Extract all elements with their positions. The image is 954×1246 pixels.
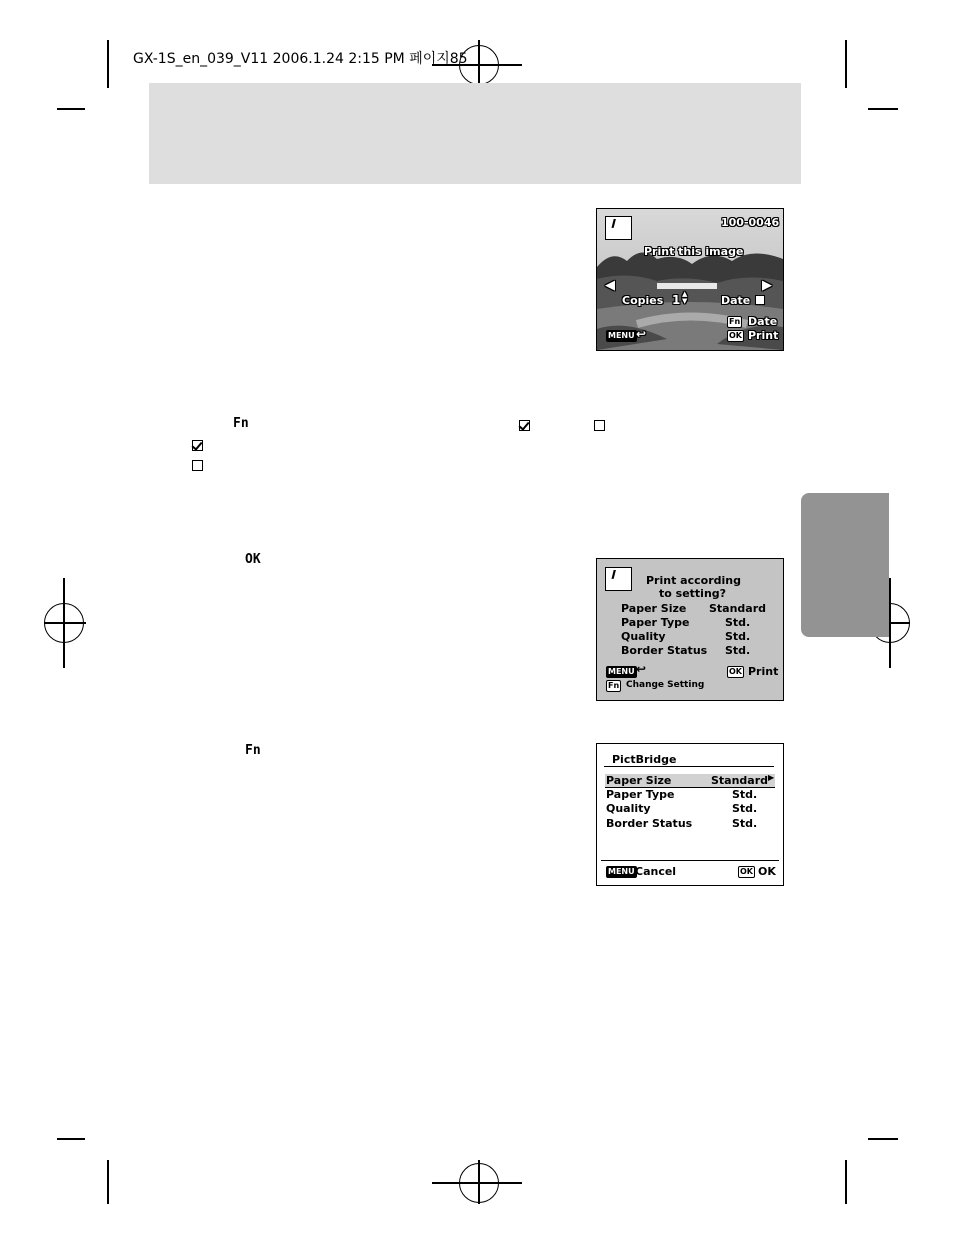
submenu-arrow-icon: ▶ bbox=[768, 773, 775, 782]
crop-mark bbox=[107, 40, 109, 88]
menu-item-label[interactable]: Quality bbox=[606, 802, 651, 815]
copies-value[interactable]: 1 bbox=[672, 293, 681, 307]
fn-key-icon: Fn bbox=[608, 681, 620, 690]
date-checkbox[interactable] bbox=[755, 295, 765, 305]
camera-screen-print-confirm bbox=[596, 558, 784, 701]
confirm-prompt-line1: Print according bbox=[646, 574, 741, 587]
date-label: Date bbox=[721, 294, 751, 307]
menu-item-label[interactable]: Paper Size bbox=[606, 774, 672, 787]
registration-circle bbox=[459, 1163, 499, 1203]
setting-label: Paper Type bbox=[621, 616, 690, 629]
crop-mark bbox=[845, 40, 847, 88]
back-arrow-icon: ↩ bbox=[636, 662, 647, 676]
crop-mark bbox=[107, 1160, 109, 1204]
setting-value: Std. bbox=[725, 630, 751, 643]
setting-value: Standard bbox=[709, 602, 767, 615]
crop-mark bbox=[868, 1138, 898, 1140]
menu-item-value[interactable]: Std. bbox=[732, 788, 758, 801]
previous-image-arrow-icon[interactable]: ◀ bbox=[605, 278, 615, 293]
menu-item-label[interactable]: Border Status bbox=[606, 817, 693, 830]
title-underline bbox=[604, 766, 774, 767]
menu-item-label[interactable]: Paper Type bbox=[606, 788, 675, 801]
camera-screen-pictbridge-menu bbox=[596, 743, 784, 886]
menu-item-value[interactable]: Standard bbox=[711, 774, 769, 787]
setting-value: Std. bbox=[725, 644, 751, 657]
setting-label: Border Status bbox=[621, 644, 708, 657]
ok-key-icon: OK bbox=[729, 667, 742, 676]
menu-title: PictBridge bbox=[612, 753, 677, 766]
camera-screen-print-image bbox=[596, 208, 784, 351]
copies-label: Copies bbox=[622, 294, 664, 307]
ok-key-icon: OK bbox=[729, 331, 742, 340]
menu-item-value[interactable]: Std. bbox=[732, 817, 758, 830]
back-arrow-icon: ↩ bbox=[636, 327, 647, 341]
fn-action-label: Change Setting bbox=[626, 680, 705, 690]
menu-key-icon: MENU bbox=[608, 331, 635, 340]
empty-box-icon bbox=[594, 420, 605, 431]
ok-action-label: Print bbox=[748, 665, 779, 678]
cancel-label: Cancel bbox=[635, 865, 677, 878]
fn-key-icon: Fn bbox=[729, 317, 741, 326]
ok-action-label: Print bbox=[748, 329, 779, 342]
menu-key-icon: MENU bbox=[608, 867, 635, 876]
file-number: 100-0046 bbox=[721, 216, 780, 229]
pictbridge-logo: ᑊ bbox=[605, 216, 632, 240]
setting-label: Paper Size bbox=[621, 602, 687, 615]
chapter-tab bbox=[801, 493, 889, 637]
ok-key-icon: OK bbox=[740, 867, 753, 876]
crop-mark bbox=[845, 1160, 847, 1204]
pictbridge-logo: ᑊ bbox=[605, 567, 632, 591]
crop-mark bbox=[57, 1138, 85, 1140]
print-prompt: Print this image bbox=[644, 245, 744, 258]
print-header: GX-1S_en_039_V11 2006.1.24 2:15 PM 페이지85 bbox=[133, 51, 468, 67]
copies-stepper-icon[interactable]: ▲ ▼ bbox=[682, 290, 688, 305]
menu-item-value[interactable]: Std. bbox=[732, 802, 758, 815]
setting-label: Quality bbox=[621, 630, 666, 643]
crop-mark bbox=[868, 108, 898, 110]
next-image-arrow-icon[interactable]: ▶ bbox=[762, 278, 772, 293]
setting-value: Std. bbox=[725, 616, 751, 629]
footer-divider bbox=[601, 860, 779, 861]
checked-box-icon bbox=[519, 420, 530, 431]
fn-button-icon: Fn bbox=[245, 743, 261, 758]
confirm-prompt-line2: to setting? bbox=[659, 587, 727, 600]
fn-action-label: Date bbox=[748, 315, 778, 328]
empty-box-icon bbox=[192, 460, 203, 471]
registration-circle bbox=[44, 603, 84, 643]
ok-button-icon: OK bbox=[245, 552, 261, 567]
checked-box-icon bbox=[192, 440, 203, 451]
menu-key-icon: MENU bbox=[608, 667, 635, 676]
crop-mark bbox=[57, 108, 85, 110]
ok-label: OK bbox=[758, 865, 776, 878]
header-banner bbox=[149, 83, 801, 184]
fn-button-icon: Fn bbox=[233, 416, 249, 431]
